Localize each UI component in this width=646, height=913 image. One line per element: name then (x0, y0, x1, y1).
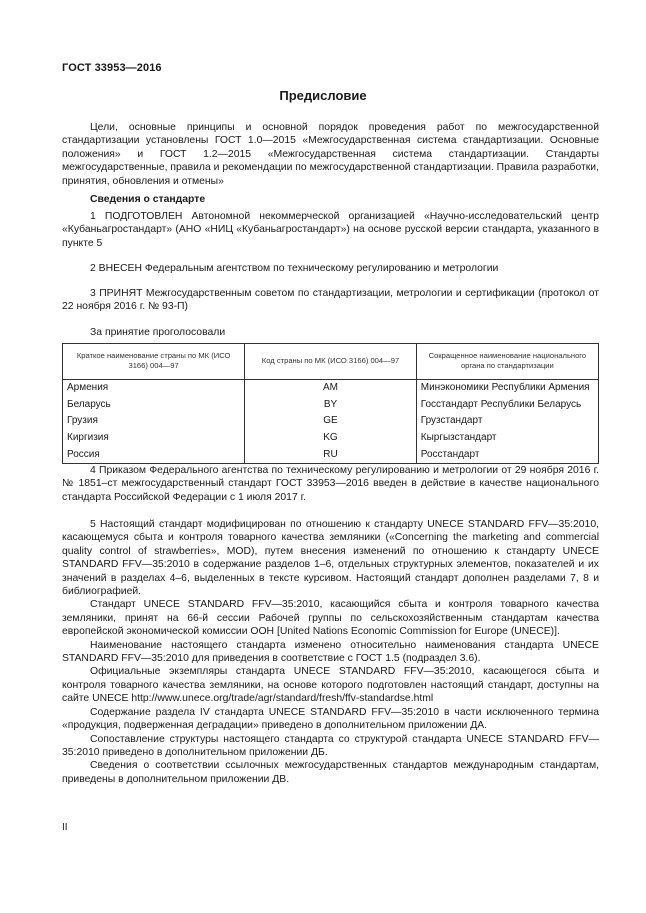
item-4-text: 4 Приказом Федерального агентства по техническому регулированию и метрологии от 29 ноября 2016 г. № 1851–ст межгосударственный стандарт ГОСТ 33953—2016 введен в действие в качестве национального стандарта Российской Федерации с 1 июля 2017 г. (62, 465, 599, 503)
document-code: ГОСТ 33953—2016 (62, 62, 162, 74)
item-5-text: 5 Настоящий стандарт модифицирован по отношению к стандарту UNECE STANDARD FFV—35:2010, касающемуся сбыта и контроля товарного качества земляники («Concerning the marketing and commercial quality control of strawberries», MOD), путем внесения изменений по отношению к стандарту UNECE STANDARD FFV—35:2010 в содержание разделов 1–6, отдельных структурных элементов, показателей и их значений в разделах 4–6, выделенных в тексте курсивом. Настоящий стандарт дополнен разделами 7, 8 и библиографией. (62, 519, 599, 598)
country-cell: Россия (63, 446, 245, 463)
page-number: II (62, 822, 68, 833)
code-cell: GE (245, 413, 417, 430)
item-5-section (62, 518, 599, 786)
item-5-text: Сопоставление структуры настоящего стандарта со структурой стандарта UNECE STANDARD FFV—35:2010 приведено в дополнительном приложении ДБ. (62, 733, 599, 758)
item-5-text: Содержание раздела IV стандарта UNECE STANDARD FFV—35:2010 в части исключенного термина «продукция, подверженная деградации» приведено в дополнительном приложении ДА. (62, 706, 599, 732)
country-cell: Киргизия (63, 430, 245, 447)
item-5-text: Сведения о соответствии ссылочных межгосударственных стандартов международным стандартам, приведены в дополнительном приложении ДВ. (62, 760, 599, 785)
column-header-body: Сокращенное наименование национального органа по стандартизации (416, 344, 598, 380)
country-cell: Беларусь (63, 397, 245, 414)
table-row (63, 413, 599, 430)
table-row (63, 380, 599, 397)
country-cell: Грузия (63, 413, 245, 430)
item-2-paragraph (62, 262, 599, 275)
intro-text: Цели, основные принципы и основной порядок проведения работ по межгосударственной стандартизации установлены ГОСТ 1.0—2015 «Межгосударственная система стандартизации. Основные положения» и ГОСТ 1.2—2015 «Межгосударственная система стандартизации. Стандарты межгосударственные, правила и рекомендации по межгосударственной стандартизации. Правила разработки, принятия, обновления и отмены» (62, 122, 599, 187)
item-3-paragraph (62, 287, 599, 314)
code-cell: BY (245, 397, 417, 414)
code-cell: RU (245, 446, 417, 463)
body-cell: Кыргызстандарт (416, 430, 598, 447)
voting-countries-table (62, 343, 599, 464)
body-cell: Росстандарт (416, 446, 598, 463)
table-row (63, 430, 599, 447)
table-row (63, 397, 599, 414)
code-cell: KG (245, 430, 417, 447)
item-5-text: Наименование настоящего стандарта изменено относительно наименования стандарта UNECE STANDARD FFV—35:2010 для приведения в соответствие с ГОСТ 1.5 (подраздел 3.6). (62, 639, 599, 665)
item-1-text: 1 ПОДГОТОВЛЕН Автономной некоммерческой организацией «Научно-исследовательский центр «Кубаньагростандарт» (АНО «НИЦ «Кубаньагростандарт») на основе русской версии стандарта, указанного в пункте 5 (62, 211, 599, 249)
item-1-paragraph (62, 210, 599, 250)
page-title: Предисловие (279, 88, 367, 103)
item-3-text: 3 ПРИНЯТ Межгосударственным советом по стандартизации, метрологии и сертификации (протокол от 22 ноября 2016 г. № 93-П) (62, 288, 599, 313)
subheading-text: Сведения о стандарте (90, 194, 206, 205)
column-header-code: Код страны по МК (ИСО 3166) 004—97 (245, 344, 417, 380)
vote-label-paragraph (62, 326, 599, 339)
intro-paragraph (62, 121, 599, 188)
body-cell: Минэкономики Республики Армения (416, 380, 598, 397)
table-header-row (63, 344, 599, 380)
column-header-country: Краткое наименование страны по МК (ИСО 3166) 004—97 (63, 344, 245, 380)
standard-info-subheading (62, 193, 599, 206)
item-5-text: Стандарт UNECE STANDARD FFV—35:2010, касающийся сбыта и контроля товарного качества земляники, принят на 66-й сессии Рабочей группы по сельскохозяйственным стандартам качества европейской экономической комиссии ООН [United Nations Economic Commission for Europe (UNECE)]. (62, 599, 599, 638)
item-4-paragraph (62, 464, 599, 504)
item-2-text: 2 ВНЕСЕН Федеральным агентством по техническому регулированию и метрологии (90, 263, 499, 274)
country-cell: Армения (63, 380, 245, 397)
item-5-text: Официальные экземпляры стандарта UNECE STANDARD FFV—35:2010, касающегося сбыта и контроля товарного качества земляники, на основе которого подготовлен настоящий стандарт, доступны на сайте UNECE http://www.unece.org/trade/agr/standard/fresh/ffv-standardse.html (62, 666, 599, 705)
table-row (63, 446, 599, 463)
body-cell: Госстандарт Республики Беларусь (416, 397, 598, 414)
vote-label: За принятие проголосовали (90, 327, 226, 338)
body-cell: Грузстандарт (416, 413, 598, 430)
code-cell: AM (245, 380, 417, 397)
